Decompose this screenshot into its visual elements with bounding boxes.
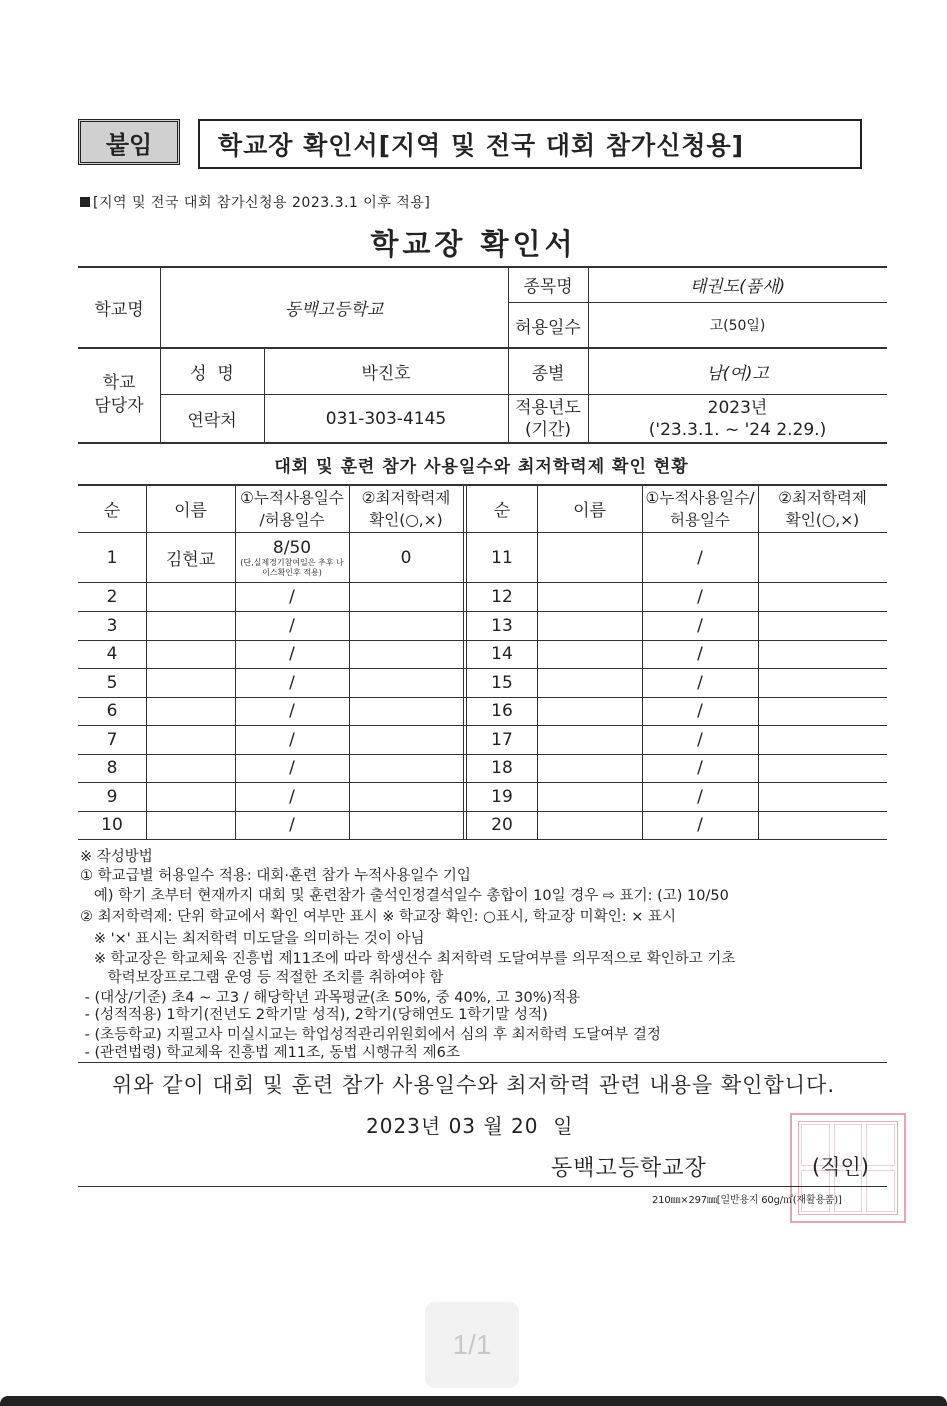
gender-value: 남(여)고 — [706, 363, 769, 384]
row-cell-check — [349, 754, 463, 782]
event-value: 태권도(품새) — [689, 277, 786, 297]
row-cell-days2: / — [697, 729, 703, 750]
row-cell-no: 2 — [106, 586, 118, 607]
row-cell-name — [146, 640, 235, 668]
instruction-line: ※ 작성방법 — [80, 849, 153, 865]
header-no-right: 순 — [493, 501, 511, 521]
row-cell-check2 — [758, 725, 887, 754]
year-value: 2023년 ('23.3.1. ~ '24 2.29.) — [648, 397, 827, 440]
row-cell-days: / — [289, 758, 295, 778]
row-cell-check2 — [758, 782, 887, 811]
row-cell-days: / — [289, 672, 295, 693]
header-title: 학교장 확인서[지역 및 전국 대회 참가신청용] — [198, 119, 862, 169]
row-cell-name2 — [537, 533, 642, 582]
row-cell-name2 — [537, 668, 642, 697]
row-cell-name2 — [537, 811, 642, 839]
issue-date: 2023년 03 월 20 일 — [366, 1114, 574, 1138]
instruction-line: ① 학교급별 허용일수 적용: 대회·훈련 참가 누적사용일수 기입 — [80, 868, 471, 884]
seal-label: (직인) — [812, 1155, 869, 1179]
section-title: 대회 및 훈련 참가 사용일수와 최저학력제 확인 현황 — [274, 456, 689, 477]
row-cell-days: / — [289, 786, 295, 807]
row-cell-check2 — [758, 668, 887, 697]
row-cell-check2 — [758, 640, 887, 668]
row-cell-days: / — [289, 729, 295, 750]
row-cell-name — [146, 725, 235, 754]
gender-label: 종별 — [531, 363, 565, 384]
instruction-line: - (관련법령) 학교체육 진흥법 제11조, 동법 시행규칙 제6조 — [80, 1045, 460, 1061]
year-label: 적용년도 (기간) — [515, 397, 581, 440]
row-cell-no: 8 — [106, 758, 118, 778]
row-cell-name — [146, 582, 235, 611]
row-cell-check2 — [758, 611, 887, 640]
contact-value: 031-303-4145 — [325, 408, 447, 429]
row-cell-no2: 16 — [491, 701, 513, 721]
event-label: 종목명 — [523, 277, 573, 297]
row-cell-days2: / — [697, 815, 703, 835]
document-title: 학교장 확인서 — [370, 227, 577, 261]
row-cell-check — [349, 782, 463, 811]
instruction-line: ② 최저학력제: 단위 학교에서 확인 여부만 표시 ※ 학교장 확인: ○표시, 학교장 미확인: × 표시 — [80, 909, 676, 925]
row-cell-no: 5 — [106, 672, 118, 693]
row-cell-no2: 15 — [491, 672, 513, 693]
applicability-note: [지역 및 전국 대회 참가신청용 2023.3.1 이후 적용] — [80, 192, 430, 212]
page-indicator[interactable]: 1/1 — [425, 1302, 519, 1388]
header-name-right: 이름 — [573, 501, 606, 521]
row-cell-check — [349, 640, 463, 668]
row-cell-name — [146, 697, 235, 725]
row-cell-days: / — [289, 615, 295, 636]
bottom-bar — [0, 1396, 947, 1406]
principal-signature: 동백고등학교장 — [551, 1156, 707, 1181]
person-name-value: 박진호 — [361, 363, 411, 384]
manager-label: 학교 담당자 — [94, 373, 144, 416]
row-cell-no2: 17 — [491, 729, 513, 750]
contact-label: 연락처 — [187, 411, 237, 431]
row-cell-no2: 18 — [491, 758, 513, 778]
square-bullet-icon — [80, 197, 90, 207]
row-cell-check — [349, 611, 463, 640]
row-cell-name — [146, 811, 235, 839]
row-cell-name2 — [537, 697, 642, 725]
row-cell-check — [349, 668, 463, 697]
days-label: 허용일수 — [515, 317, 581, 338]
row-cell-days2: / — [697, 758, 703, 778]
row-cell-check — [349, 725, 463, 754]
header-no: 순 — [103, 501, 121, 521]
days-value: 8/50 — [272, 537, 312, 558]
row-cell-check2 — [758, 754, 887, 782]
paper-spec: 210㎜×297㎜[일반용지 60g/㎡(재활용품)] — [652, 1195, 842, 1206]
header-name: 이름 — [174, 501, 207, 521]
row-cell-name2 — [537, 754, 642, 782]
row-cell-days — [235, 533, 349, 582]
header-days-right: ①누적사용일수/ 허용일수 — [645, 488, 755, 529]
row-cell-check: 0 — [400, 547, 412, 568]
row-cell-check — [349, 811, 463, 839]
attachment-tag: 붙임 — [78, 119, 180, 165]
instruction-line: ※ '×' 표시는 최저학력 미도달을 의미하는 것이 아님 — [80, 931, 425, 947]
row-cell-name — [146, 668, 235, 697]
row-cell-days: / — [289, 815, 295, 835]
row-cell-no2: 19 — [491, 786, 513, 807]
school-label: 학교명 — [94, 299, 144, 320]
row-cell-days2: / — [697, 547, 703, 568]
row-cell-no2: 14 — [491, 644, 513, 664]
row-cell-name2 — [537, 582, 642, 611]
row-cell-no2: 13 — [491, 615, 513, 636]
row-cell-check — [349, 697, 463, 725]
row-cell-no2: 12 — [491, 586, 513, 607]
row-cell-check2 — [758, 582, 887, 611]
row-cell-no: 9 — [106, 786, 118, 807]
row-cell-name2 — [537, 782, 642, 811]
row-cell-name2 — [537, 611, 642, 640]
row-cell-days2: / — [697, 615, 703, 636]
row-cell-check — [349, 582, 463, 611]
instruction-line: ※ 학교장은 학교체육 진흥법 제11조에 따라 학생선수 최저학력 도달여부를 의무적으로 확인하고 기초 — [80, 951, 736, 967]
instruction-line: - (성적적용) 1학기(전년도 2학기말 성적), 2학기(당해연도 1학기말 성적) — [80, 1007, 548, 1023]
row-cell-days2: / — [697, 644, 703, 664]
row-cell-name — [146, 782, 235, 811]
row-cell-days: / — [289, 701, 295, 721]
confirmation-statement: 위와 같이 대회 및 훈련 참가 사용일수와 최저학력 관련 내용을 확인합니다. — [111, 1073, 835, 1097]
row-cell-no: 1 — [106, 547, 118, 568]
header-days: ①누적사용일수 /허용일수 — [240, 488, 344, 529]
row-cell-name — [146, 754, 235, 782]
row-cell-days2: / — [697, 701, 703, 721]
header-check-right: ②최저학력제 확인(○,×) — [778, 488, 867, 529]
row-cell-name: 김현교 — [165, 550, 216, 570]
row-cell-days2: / — [697, 586, 703, 607]
person-name-label: 성 명 — [190, 363, 234, 384]
instruction-line: 예) 학기 초부터 현재까지 대회 및 훈련참가 출석인정결석일수 총합이 10일 경우 ⇨ 표기: (고) 10/50 — [80, 888, 729, 904]
row-cell-check2 — [758, 811, 887, 839]
row-cell-no: 10 — [101, 815, 123, 835]
row-cell-no2: 11 — [491, 547, 513, 568]
row-cell-name2 — [537, 640, 642, 668]
row-cell-check2 — [758, 533, 887, 582]
school-name: 동백고등학교 — [284, 299, 384, 320]
row-cell-no: 6 — [106, 701, 118, 721]
instruction-line: 학력보장프로그램 운영 등 적절한 조치를 취하여야 함 — [80, 970, 444, 986]
header-check: ②최저학력제 확인(○,×) — [361, 488, 451, 529]
row-cell-days: / — [289, 644, 295, 664]
row-cell-check2 — [758, 697, 887, 725]
row-cell-name2 — [537, 725, 642, 754]
row-cell-no2: 20 — [491, 815, 513, 835]
days-value: 고(50일) — [709, 318, 766, 334]
row-cell-no: 3 — [106, 615, 118, 636]
row-cell-no: 7 — [106, 729, 118, 750]
row-cell-days: / — [289, 586, 295, 607]
instruction-line: - (초등학교) 지필고사 미실시교는 학업성적관리위원회에서 심의 후 최저학력 도달여부 결정 — [80, 1027, 661, 1043]
instruction-line: - (대상/기준) 초4 ~ 고3 / 해당학년 과목평균(초 50%, 중 40%, 고 30%)적용 — [80, 990, 581, 1006]
row-cell-days2: / — [697, 786, 703, 807]
row-cell-no: 4 — [106, 644, 118, 664]
row-cell-days2: / — [697, 672, 703, 693]
row-cell-name — [146, 611, 235, 640]
days-note: (단,실제경기참여일은 추후 나이스확인후 적용) — [240, 557, 344, 577]
